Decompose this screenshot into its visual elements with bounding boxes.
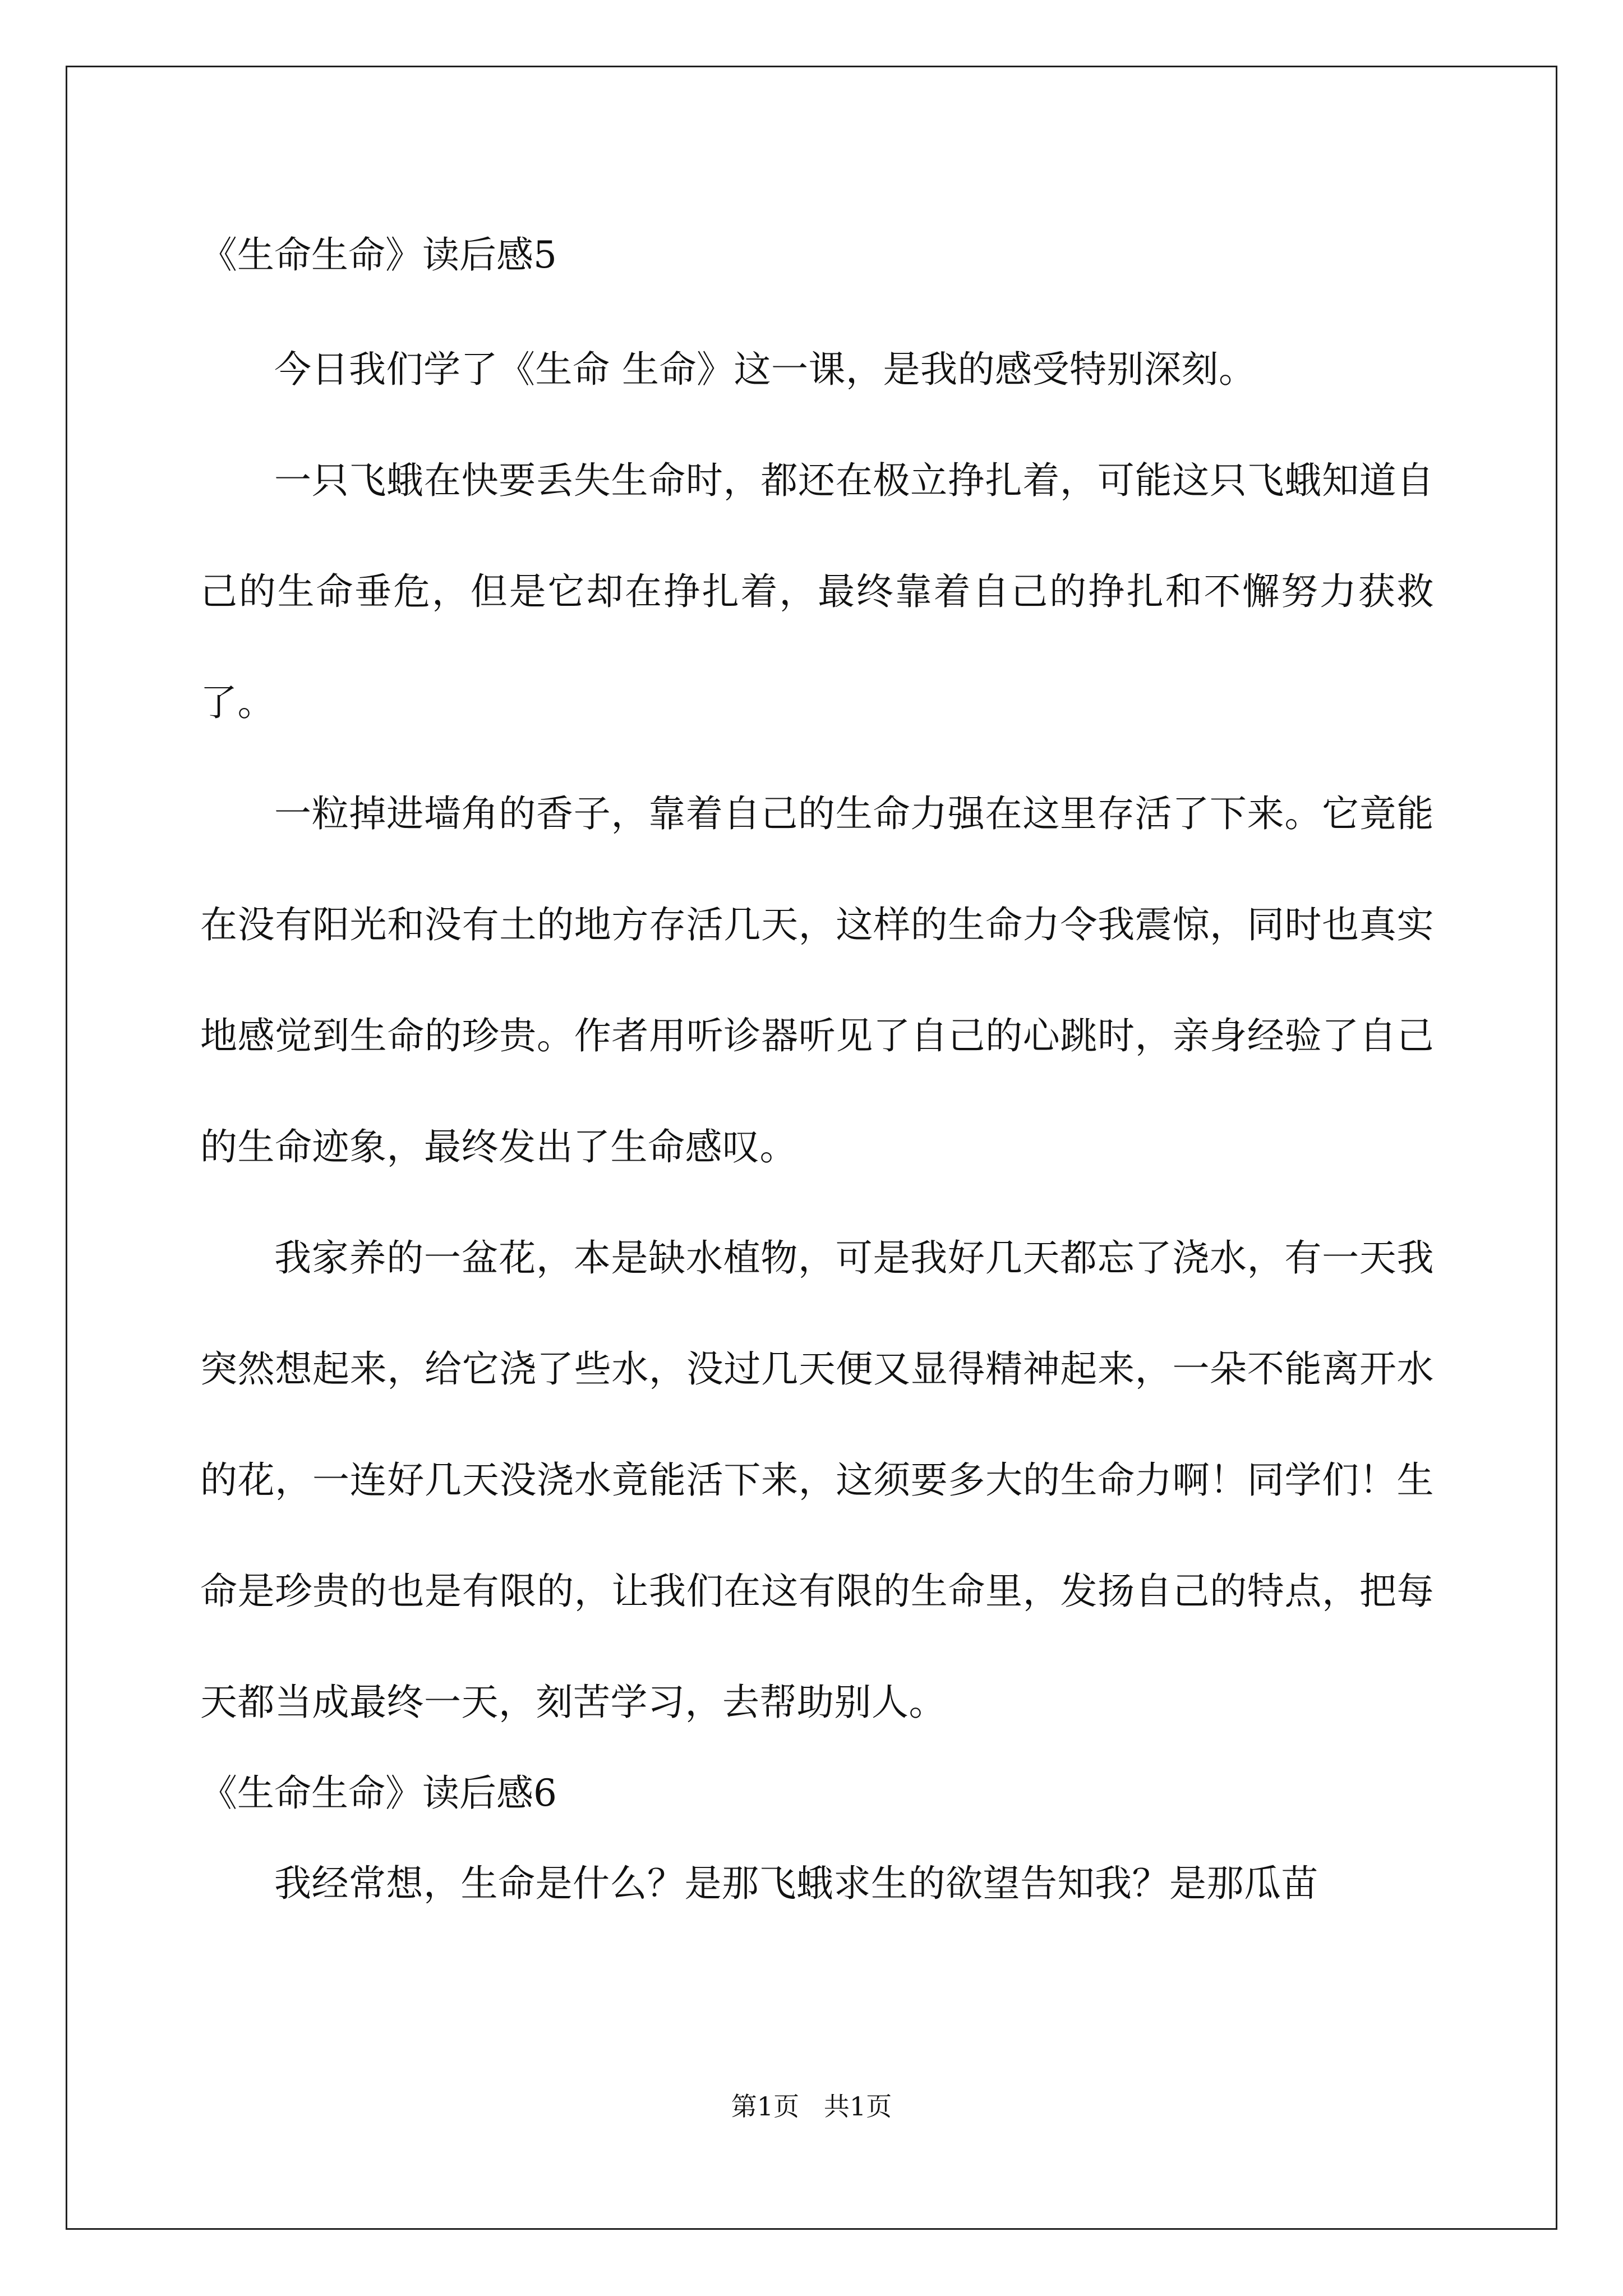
paragraph: 一只飞蛾在快要丢失生命时，都还在极立挣扎着，可能这只飞蛾知道自己的生命垂危，但是它却在挣扎着，最终靠着自己的挣扎和不懈努力获救了。 (200, 459, 1434, 724)
paragraph: 今日我们学了《生命 生命》这一课，是我的感受特别深刻。 (274, 348, 1256, 391)
paragraph: 我经常想，生命是什么？是那飞蛾求生的欲望告知我？是那瓜苗 (274, 1862, 1318, 1905)
section-title: 《生命生命》读后感6 (200, 1772, 557, 1815)
paragraph: 一粒掉进墙角的香子，靠着自己的生命力强在这里存活了下来。它竟能在没有阳光和没有土的地方存活几天，这样的生命力令我震惊，同时也真实地感觉到生命的珍贵。作者用听诊器听见了自己的心跳时，亲身经验了自己的生命迹象，最终发出了生命感叹。 (200, 792, 1434, 1168)
page-footer: 第1页 共1页 (731, 2091, 892, 2122)
section-title: 《生命生命》读后感5 (200, 233, 557, 277)
paragraph: 我家养的一盆花，本是缺水植物，可是我好几天都忘了浇水，有一天我突然想起来，给它浇了些水，没过几天便又显得精神起来，一朵不能离开水的花，一连好几天没浇水竟能活下来，这须要多大的生命力啊！同学们！生命是珍贵的也是有限的，让我们在这有限的生命里，发扬自己的特点，把每天都当成最终一天，刻苦学习，去帮助别人。 (200, 1236, 1434, 1724)
document-body (200, 208, 1434, 1939)
